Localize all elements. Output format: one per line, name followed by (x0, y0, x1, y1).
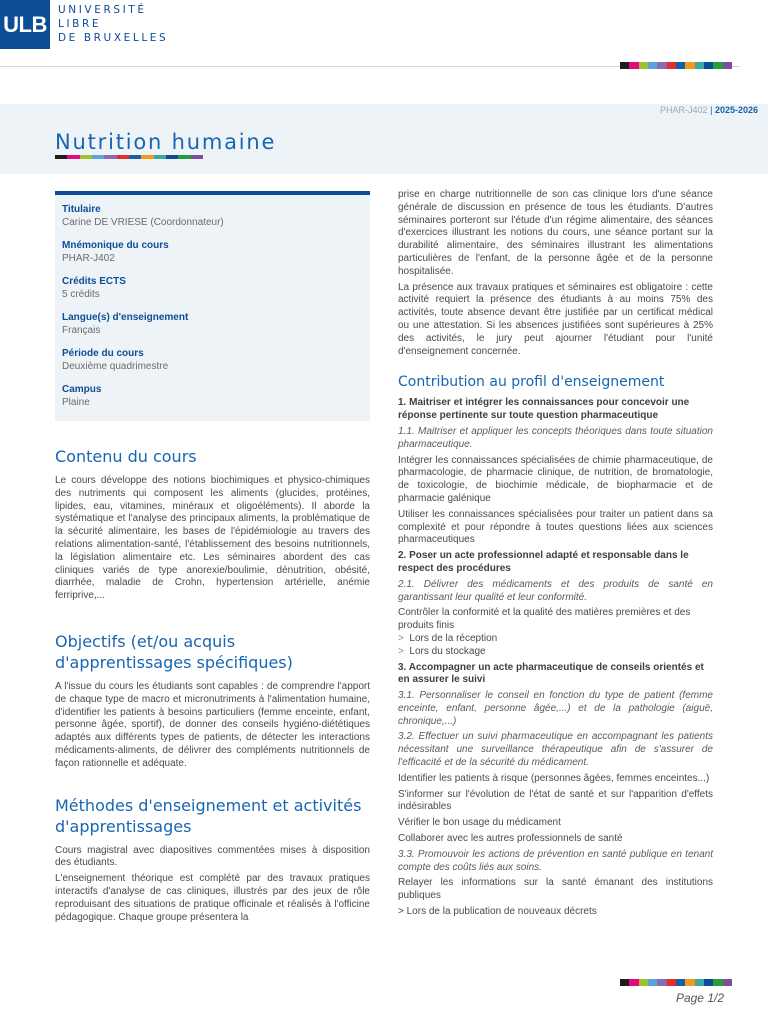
color-swatch (685, 62, 694, 69)
color-swatch (657, 979, 666, 986)
info-label: Période du cours (62, 348, 144, 359)
color-swatch (713, 979, 722, 986)
info-label: Titulaire (62, 204, 101, 215)
methodes-heading: Méthodes d'enseignement et activités d'apprentissages (55, 795, 362, 836)
logo-line-3: DE BRUXELLES (58, 32, 169, 44)
section-3-p4: Collaborer avec les autres professionnels de santé (398, 833, 623, 845)
info-label: Langue(s) d'enseignement (62, 312, 189, 323)
section-3-p3: Vérifier le bon usage du médicament (398, 817, 561, 829)
color-swatch (104, 155, 116, 159)
info-value: Deuxième quadrimestre (62, 361, 169, 372)
color-swatch (141, 155, 153, 159)
section-1-p1: Intégrer les connaissances spécialisées de chimie pharmaceutique, de pharmacologie, de pharmacie clinique, de nutrition, de bromatologie, de toxicologie, de biochimie médicale, de biopharmacie et de pharmacie galénique (398, 454, 713, 504)
color-swatch (695, 62, 704, 69)
info-titulaire (62, 203, 370, 229)
course-info-box (55, 191, 370, 421)
color-swatch (129, 155, 141, 159)
methodes-cont-2: La présence aux travaux pratiques et séminaires est obligatoire : cette activité requiert la présence des étudiants à au moins 75% des activités, toute absence devant être justifiée par un certificat médical ou une attestation. Si les absences justifiées sont supérieures à 25% des activités, le jury peut ajourner l'étudiant pour l'unité d'enseignement concernée. (398, 281, 713, 357)
section-3-3: 3.3. Promouvoir les actions de prévention en santé publique en tenant compte des coûts liés aux soins. (398, 848, 713, 873)
course-year: 2025-2026 (714, 105, 758, 115)
section-1-title: 1. Maitriser et intégrer les connaissances pour concevoir une réponse pertinente sur toute question pharmaceutique (398, 397, 690, 422)
color-swatch (620, 979, 629, 986)
color-swatch (704, 62, 713, 69)
chevron-right-icon: > (398, 632, 404, 644)
color-swatch (92, 155, 104, 159)
color-swatch (639, 62, 648, 69)
color-swatch (639, 979, 648, 986)
right-column (398, 189, 713, 919)
page-title: Nutrition humaine (55, 130, 277, 154)
info-credits (62, 275, 370, 301)
logo-line-2: LIBRE (58, 18, 102, 30)
info-campus (62, 383, 370, 409)
color-swatch (704, 979, 713, 986)
color-swatch (685, 979, 694, 986)
color-swatch (117, 155, 129, 159)
bullet-reception (398, 633, 713, 646)
info-value: Plaine (62, 397, 90, 408)
info-value: Français (62, 325, 101, 336)
info-value: Carine DE VRIESE (Coordonnateur) (62, 217, 224, 228)
color-swatch (178, 155, 190, 159)
page-number: Page 1/2 (675, 991, 724, 1005)
color-swatch (154, 155, 166, 159)
color-swatch (629, 979, 638, 986)
color-swatch (713, 62, 722, 69)
color-swatch (667, 979, 676, 986)
info-value: 5 crédits (62, 289, 100, 300)
ulb-logo[interactable] (0, 0, 50, 49)
section-2-title: 2. Poser un acte professionnel adapté et responsable dans le respect des procédures (398, 550, 689, 574)
section-3-title: 3. Accompagner un acte pharmaceutique de conseils orientés et en assurer le suivi (398, 661, 704, 686)
color-swatch (166, 155, 178, 159)
section-1-1: 1.1. Maitriser et appliquer les concepts théoriques dans toute situation pharmaceutique. (398, 425, 713, 450)
color-swatch (67, 155, 79, 159)
bullet-stockage (398, 646, 713, 659)
color-swatch (657, 62, 666, 69)
course-code-year: PHAR-J402 | 2025-2026 (660, 105, 758, 115)
color-swatch (723, 62, 732, 69)
color-swatch (55, 155, 67, 159)
color-strip-top (620, 62, 732, 69)
section-3-1: 3.1. Personnaliser le conseil en fonction du type de patient (femme enceinte, enfant, personne âgée,...) et de la pathologie (aiguë, chronique,...) (398, 690, 713, 727)
color-swatch (676, 979, 685, 986)
color-strip-bottom (620, 979, 732, 986)
info-value: PHAR-J402 (62, 253, 115, 264)
chevron-right-icon: > (398, 645, 404, 657)
objectifs-heading: Objectifs (et/ou acquis d'apprentissages spécifiques) (55, 631, 293, 672)
color-swatch (723, 979, 732, 986)
course-code: PHAR-J402 (660, 105, 708, 115)
section-3-p6: > Lors de la publication de nouveaux décrets (398, 906, 597, 918)
logo-abbr: ULB (3, 11, 47, 37)
section-3-p5: Relayer les informations sur la santé émanant des institutions publiques (398, 877, 713, 902)
section-3-p1: Identifier les patients à risque (personnes âgées, femmes enceintes...) (398, 772, 710, 784)
info-label: Campus (62, 384, 102, 395)
logo-line-1: UNIVERSITÉ (58, 4, 147, 16)
color-swatch (695, 979, 704, 986)
info-label: Crédits ECTS (62, 276, 126, 287)
color-swatch (620, 62, 629, 69)
section-3-2: 3.2. Effectuer un suivi pharmaceutique en accompagnant les patients nécessitant une surveillance thérapeutique afin de s'assurer de l'efficacité et de la sécurité du médicament. (398, 731, 713, 769)
info-label: Mnémonique du cours (62, 240, 169, 251)
color-strip-title (55, 155, 203, 159)
color-swatch (648, 979, 657, 986)
info-mnemonique (62, 239, 370, 265)
contribution-heading: Contribution au profil d'enseignement (398, 374, 665, 391)
methodes-p1: Cours magistral avec diapositives commentées mises à disposition des étudiants. (55, 844, 370, 869)
methodes-cont-1: prise en charge nutritionnelle de son cas clinique lors d'une séance générale de discussion en présence de tous les étudiants. D'autres séminaires porteront sur l'étude d'un régime alimentaire, des séances d'exercices illustrant les notions du cours, une séance portant sur la durabilité alimentaire, des séminaires illustrant les alimentations particulières de l'enfant, de la personne âgée et de la personne hospitalisée. (398, 189, 713, 277)
left-column (55, 446, 370, 924)
methodes-p2: L'enseignement théorique est complété par des travaux pratiques interactifs d'analyse de cas cliniques, illustrés par des jeux de rôle reproduisant des situations de pratique officinale et réalisés à l'officine pédagogique. Chaque groupe présentera la (55, 873, 370, 923)
logo-text (58, 3, 168, 45)
objectifs-text: A l'issue du cours les étudiants sont capables : de comprendre l'apport de chaque type de macro et micronutriments à l'alimentation humaine, d'identifier les patients à besoins particuliers (femme enceinte, enfant, personne âgée, sportif), de donner des conseils hygiéno-diététiques adaptés aux différents types de patients, de détecter les interactions médicaments-aliments, de délivrer des compléments nutritionnels de façon rationnelle et adéquate. (55, 680, 370, 769)
section-2-1: 2.1. Délivrer des médicaments et des produits de santé en garantissant leur qualité et leur conformité. (398, 578, 713, 603)
color-swatch (667, 62, 676, 69)
color-swatch (676, 62, 685, 69)
section-1-p2: Utiliser les connaissances spécialisées pour traiter un patient dans sa complexité et pour répondre à toutes questions liées aux sciences pharmaceutiques (398, 508, 713, 546)
contenu-heading: Contenu du cours (55, 447, 197, 466)
color-swatch (648, 62, 657, 69)
contenu-text: Le cours développe des notions biochimiques et physico-chimiques des nutriments qui composent les aliments (glucides, protéines, lipides, eau, vitamines, minéraux et oligoéléments). Il aborde la systématique et l'analyse des principaux aliments, la problématique de la sécurité alimentaire, les bases de l'épidémiologie au travers des relations alimentation-santé, l'établissement des besoins nutritionnels, la législation alimentaire etc. Les séminaires abordent des cas cliniques variés de type anorexie/boulimie, dénutrition, obésité, diarrhée, maladie de Crohn, hypertension artérielle, anémie ferriprive,... (55, 475, 370, 602)
color-swatch (191, 155, 203, 159)
section-2-p1: Contrôler la conformité et la qualité des matières premières et des produits finis (398, 607, 691, 632)
color-swatch (80, 155, 92, 159)
bullet-label: Lors de la réception (409, 632, 498, 644)
header (0, 0, 768, 64)
info-langue (62, 311, 370, 337)
color-swatch (629, 62, 638, 69)
section-3-p2: S'informer sur l'évolution de l'état de santé et sur l'apparition d'effets indésirables (398, 788, 713, 813)
bullet-label: Lors du stockage (409, 645, 486, 657)
info-periode (62, 347, 370, 373)
